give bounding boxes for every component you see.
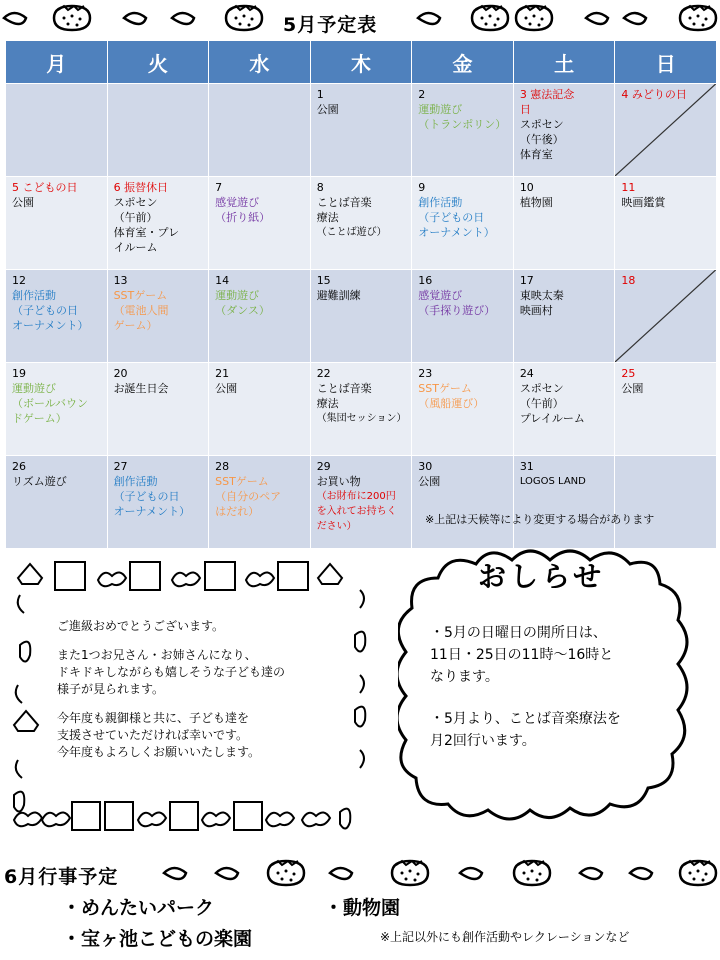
day-number: 21 (215, 367, 230, 380)
notice-item-2: ・5月より、ことば音楽療法を 月2回行います。 (430, 711, 621, 749)
day-number: 7 (215, 181, 223, 194)
koinobori-icon (105, 802, 133, 830)
event-text: （ダンス） (215, 304, 270, 317)
day-number: 29 (316, 460, 331, 473)
event-text: スポセン (519, 382, 564, 395)
bean-icon (124, 13, 146, 24)
event-text: 避難訓練 (316, 289, 361, 302)
page-title: 5月予定表 (283, 14, 378, 36)
strawberry-icon (516, 6, 552, 30)
cloud-icon (138, 812, 166, 826)
calendar-table (5, 40, 717, 549)
event-text: 創作活動 (12, 289, 56, 302)
cloud-icon (302, 812, 330, 826)
bean-icon (586, 13, 608, 24)
weekday-header: 土 (513, 41, 615, 84)
calendar-day-cell (6, 363, 108, 456)
event-text: 映画鑑賞 (621, 196, 666, 209)
koinobori-icon (205, 562, 235, 590)
day-number: 12 (12, 274, 26, 287)
weekday-header: 日 (615, 41, 717, 84)
event-text: 感覚遊び (418, 289, 463, 302)
calendar-note: ※上記は天候等により変更する場合があります (425, 513, 655, 526)
calendar-day-cell (615, 84, 717, 177)
event-text: （お財布に200円 (316, 491, 396, 502)
event-text: 公園 (418, 475, 441, 488)
event-text: 日 (519, 103, 531, 116)
bean-icon (624, 13, 646, 24)
koinobori-icon (170, 802, 198, 830)
koinobori-icon (55, 562, 85, 590)
calendar-day-cell (310, 270, 412, 363)
event-text: （ことば遊び） (316, 227, 387, 238)
event-text: 公園 (621, 382, 644, 395)
event-text: （午前） (519, 397, 564, 410)
day-number: 17 (519, 274, 534, 287)
event-text: オーナメント） (113, 505, 191, 518)
calendar-day-cell (107, 363, 209, 456)
bean-icon (164, 868, 186, 879)
event-text: （トランポリン） (418, 118, 507, 131)
weekday-header: 木 (310, 41, 412, 84)
event-text: （折り紙） (215, 211, 271, 224)
bean-icon (172, 13, 194, 24)
event-text: ことば音楽 (316, 196, 372, 209)
day-number: 25 (621, 367, 636, 380)
calendar-week-row (6, 363, 717, 456)
event-text: ドゲーム） (12, 412, 67, 425)
event-text: SSTゲーム (113, 289, 168, 302)
event-text: 療法 (316, 211, 339, 224)
letter-paragraph-2: また1つお兄さん・お姉さんになり、 ドキドキしながらも嬉しそうな子ども達の 様子が見られます。 (57, 648, 286, 696)
day-number: 6 振替休日 (113, 181, 169, 194)
notice-body (430, 622, 700, 772)
bean-icon (580, 868, 602, 879)
event-text: （午前） (113, 211, 158, 224)
weekday-header: 月 (6, 41, 108, 84)
bean-icon (330, 868, 352, 879)
day-number: 22 (316, 367, 331, 380)
closed-day-slash (615, 270, 716, 362)
day-number: 30 (418, 460, 433, 473)
day-number: 9 (418, 181, 426, 194)
event-text: を入れてお持ちく (316, 506, 397, 517)
bean-icon (4, 13, 26, 24)
calendar-day-cell (209, 270, 311, 363)
day-number: 31 (519, 460, 534, 473)
cloud-icon (42, 812, 70, 826)
event-text: 公園 (215, 382, 238, 395)
calendar-week-row (6, 456, 717, 549)
june-item-2: ・宝ヶ池こどもの楽園 (62, 928, 253, 950)
calendar-day-cell (615, 456, 717, 549)
june-strawberry-decoration (160, 855, 720, 895)
event-text: はだれ） (215, 505, 260, 518)
calendar-week-row (6, 84, 717, 177)
leaf-icon (14, 792, 24, 812)
calendar-body (6, 84, 717, 549)
calendar-day-cell (209, 177, 311, 270)
event-text: SSTゲーム (215, 475, 269, 488)
event-text: （自分のペア (215, 490, 282, 503)
event-text: ゲーム） (113, 319, 158, 332)
event-text: スポセン (519, 118, 564, 131)
event-text: （風船運び） (418, 397, 485, 410)
strawberry-icon (472, 6, 508, 30)
bean-icon (418, 13, 440, 24)
event-text: 公園 (316, 103, 339, 116)
notice-item-1: ・5月の日曜日の開所日は、 11日・25日の11時〜16時と なります。 (430, 625, 614, 685)
koinobori-icon (234, 802, 262, 830)
calendar-day-cell (310, 363, 412, 456)
day-number: 15 (316, 274, 331, 287)
event-text: （手探り遊び） (418, 304, 496, 317)
day-number: 11 (621, 181, 636, 194)
calendar-day-cell (6, 270, 108, 363)
day-number: 19 (12, 367, 26, 380)
event-text: プレイルーム (519, 412, 585, 425)
calendar-day-cell (513, 84, 615, 177)
event-text: SSTゲーム (418, 382, 472, 395)
event-text: お誕生日会 (113, 382, 169, 395)
koinobori-icon (72, 802, 100, 830)
strawberry-icon (268, 861, 304, 885)
strawberry-icon (680, 6, 716, 30)
event-text: ことば音楽 (316, 382, 372, 395)
weekday-header-row (6, 41, 717, 84)
strawberry-icon (226, 6, 262, 30)
calendar-day-cell (6, 456, 108, 549)
weekday-header: 水 (209, 41, 311, 84)
leaf-icon (340, 809, 350, 829)
event-text: （子どもの日 (113, 490, 180, 503)
event-text: リズム遊び (12, 475, 67, 488)
event-text: オーナメント） (12, 319, 89, 332)
day-number: 23 (418, 367, 433, 380)
weekday-header: 金 (412, 41, 514, 84)
event-text: （子どもの日 (12, 304, 78, 317)
event-text: 体育室・プレ (113, 226, 180, 239)
cloud-icon (172, 572, 200, 586)
calendar-day-cell (107, 270, 209, 363)
event-text: 創作活動 (113, 475, 158, 488)
calendar-day-cell (615, 177, 717, 270)
strawberry-icon (54, 6, 90, 30)
day-number: 18 (621, 274, 636, 287)
june-item-3: ・動物園 (324, 897, 401, 919)
day-number: 27 (113, 460, 128, 473)
calendar-day-cell (412, 270, 514, 363)
event-text: 運動遊び (418, 103, 463, 116)
calendar-day-cell (412, 363, 514, 456)
event-text: 運動遊び (215, 289, 260, 302)
event-text: 公園 (12, 196, 34, 209)
calendar-day-cell (615, 363, 717, 456)
cloud-icon (202, 812, 230, 826)
kabuto-icon (18, 564, 42, 584)
calendar-day-cell (513, 456, 615, 549)
bean-icon (460, 868, 482, 879)
event-text: スポセン (113, 196, 158, 209)
bean-icon (630, 868, 652, 879)
calendar-day-cell (412, 177, 514, 270)
calendar-day-cell (107, 456, 209, 549)
event-text: 運動遊び (12, 382, 56, 395)
day-number: 4 みどりの日 (621, 88, 687, 101)
event-text: オーナメント） (418, 226, 495, 239)
cloud-icon (246, 572, 274, 586)
letter-paragraph-3: 今年度も親御様と共に、子ども達を 支援させていただければ幸いです。 今年度もよろしくお願いいたします。 (57, 711, 261, 759)
day-number: 10 (519, 181, 534, 194)
event-text: ださい） (316, 521, 357, 532)
cloud-icon (98, 572, 126, 586)
koinobori-icon (278, 562, 308, 590)
calendar-day-cell (310, 177, 412, 270)
day-number: 24 (519, 367, 534, 380)
calendar-day-cell (412, 456, 514, 549)
calendar-day-cell (310, 456, 412, 549)
event-text: （午後） (519, 133, 564, 146)
day-number: 8 (316, 181, 324, 194)
calendar-day-cell (6, 177, 108, 270)
calendar-week-row (6, 270, 717, 363)
notice-title: おしらせ (478, 560, 606, 593)
kabuto-icon (14, 711, 38, 731)
day-number: 5 こどもの日 (12, 181, 78, 194)
calendar-day-cell (209, 363, 311, 456)
event-text: 感覚遊び (215, 196, 260, 209)
day-number: 1 (316, 88, 324, 101)
leaf-icon (20, 642, 30, 662)
day-number: 16 (418, 274, 433, 287)
calendar-day-cell (310, 84, 412, 177)
calendar-day-cell (513, 177, 615, 270)
bean-icon (216, 868, 238, 879)
event-text: LOGOS LAND (519, 476, 586, 487)
closed-day-slash (615, 84, 716, 176)
calendar-week-row (6, 177, 717, 270)
calendar-day-cell (513, 270, 615, 363)
event-text: お買い物 (316, 475, 361, 488)
strawberry-icon (392, 861, 428, 885)
kabuto-icon (318, 564, 342, 584)
calendar-day-cell (209, 84, 311, 177)
koinobori-icon (130, 562, 160, 590)
day-number: 26 (12, 460, 26, 473)
day-number: 3 憲法記念 (519, 88, 575, 101)
strawberry-icon (514, 861, 550, 885)
event-text: 植物園 (519, 196, 553, 209)
cloud-icon (14, 812, 42, 826)
calendar-day-cell (412, 84, 514, 177)
event-text: 東映太秦 (519, 289, 564, 302)
event-text: （集団セッション） (316, 413, 407, 424)
event-text: （電池人間 (113, 304, 169, 317)
event-text: 体育室 (519, 148, 553, 161)
day-number: 13 (113, 274, 128, 287)
day-number: 20 (113, 367, 128, 380)
calendar-day-cell (107, 177, 209, 270)
event-text: （子どもの日 (418, 211, 485, 224)
day-number: 28 (215, 460, 230, 473)
calendar-day-cell (209, 456, 311, 549)
strawberry-icon (680, 861, 716, 885)
event-text: 療法 (316, 397, 339, 410)
weekday-header: 火 (107, 41, 209, 84)
day-number: 14 (215, 274, 230, 287)
leaf-icon (355, 707, 365, 727)
event-text: 創作活動 (418, 196, 463, 209)
june-note: ※上記以外にも創作活動やレクレーションなど (380, 930, 630, 944)
greeting-letter (57, 618, 285, 773)
event-text: 映画村 (519, 304, 553, 317)
event-text: イルーム (113, 241, 158, 254)
letter-paragraph-1: ご進級おめでとうございます。 (57, 619, 225, 633)
calendar-day-cell (513, 363, 615, 456)
leaf-icon (355, 632, 365, 652)
calendar-day-cell (6, 84, 108, 177)
calendar-day-cell (615, 270, 717, 363)
june-events-title: 6月行事予定 (4, 866, 119, 888)
calendar-day-cell (107, 84, 209, 177)
cloud-icon (266, 812, 294, 826)
june-item-1: ・めんたいパーク (62, 897, 215, 919)
event-text: （ボールバウン (12, 397, 89, 410)
day-number: 2 (418, 88, 426, 101)
